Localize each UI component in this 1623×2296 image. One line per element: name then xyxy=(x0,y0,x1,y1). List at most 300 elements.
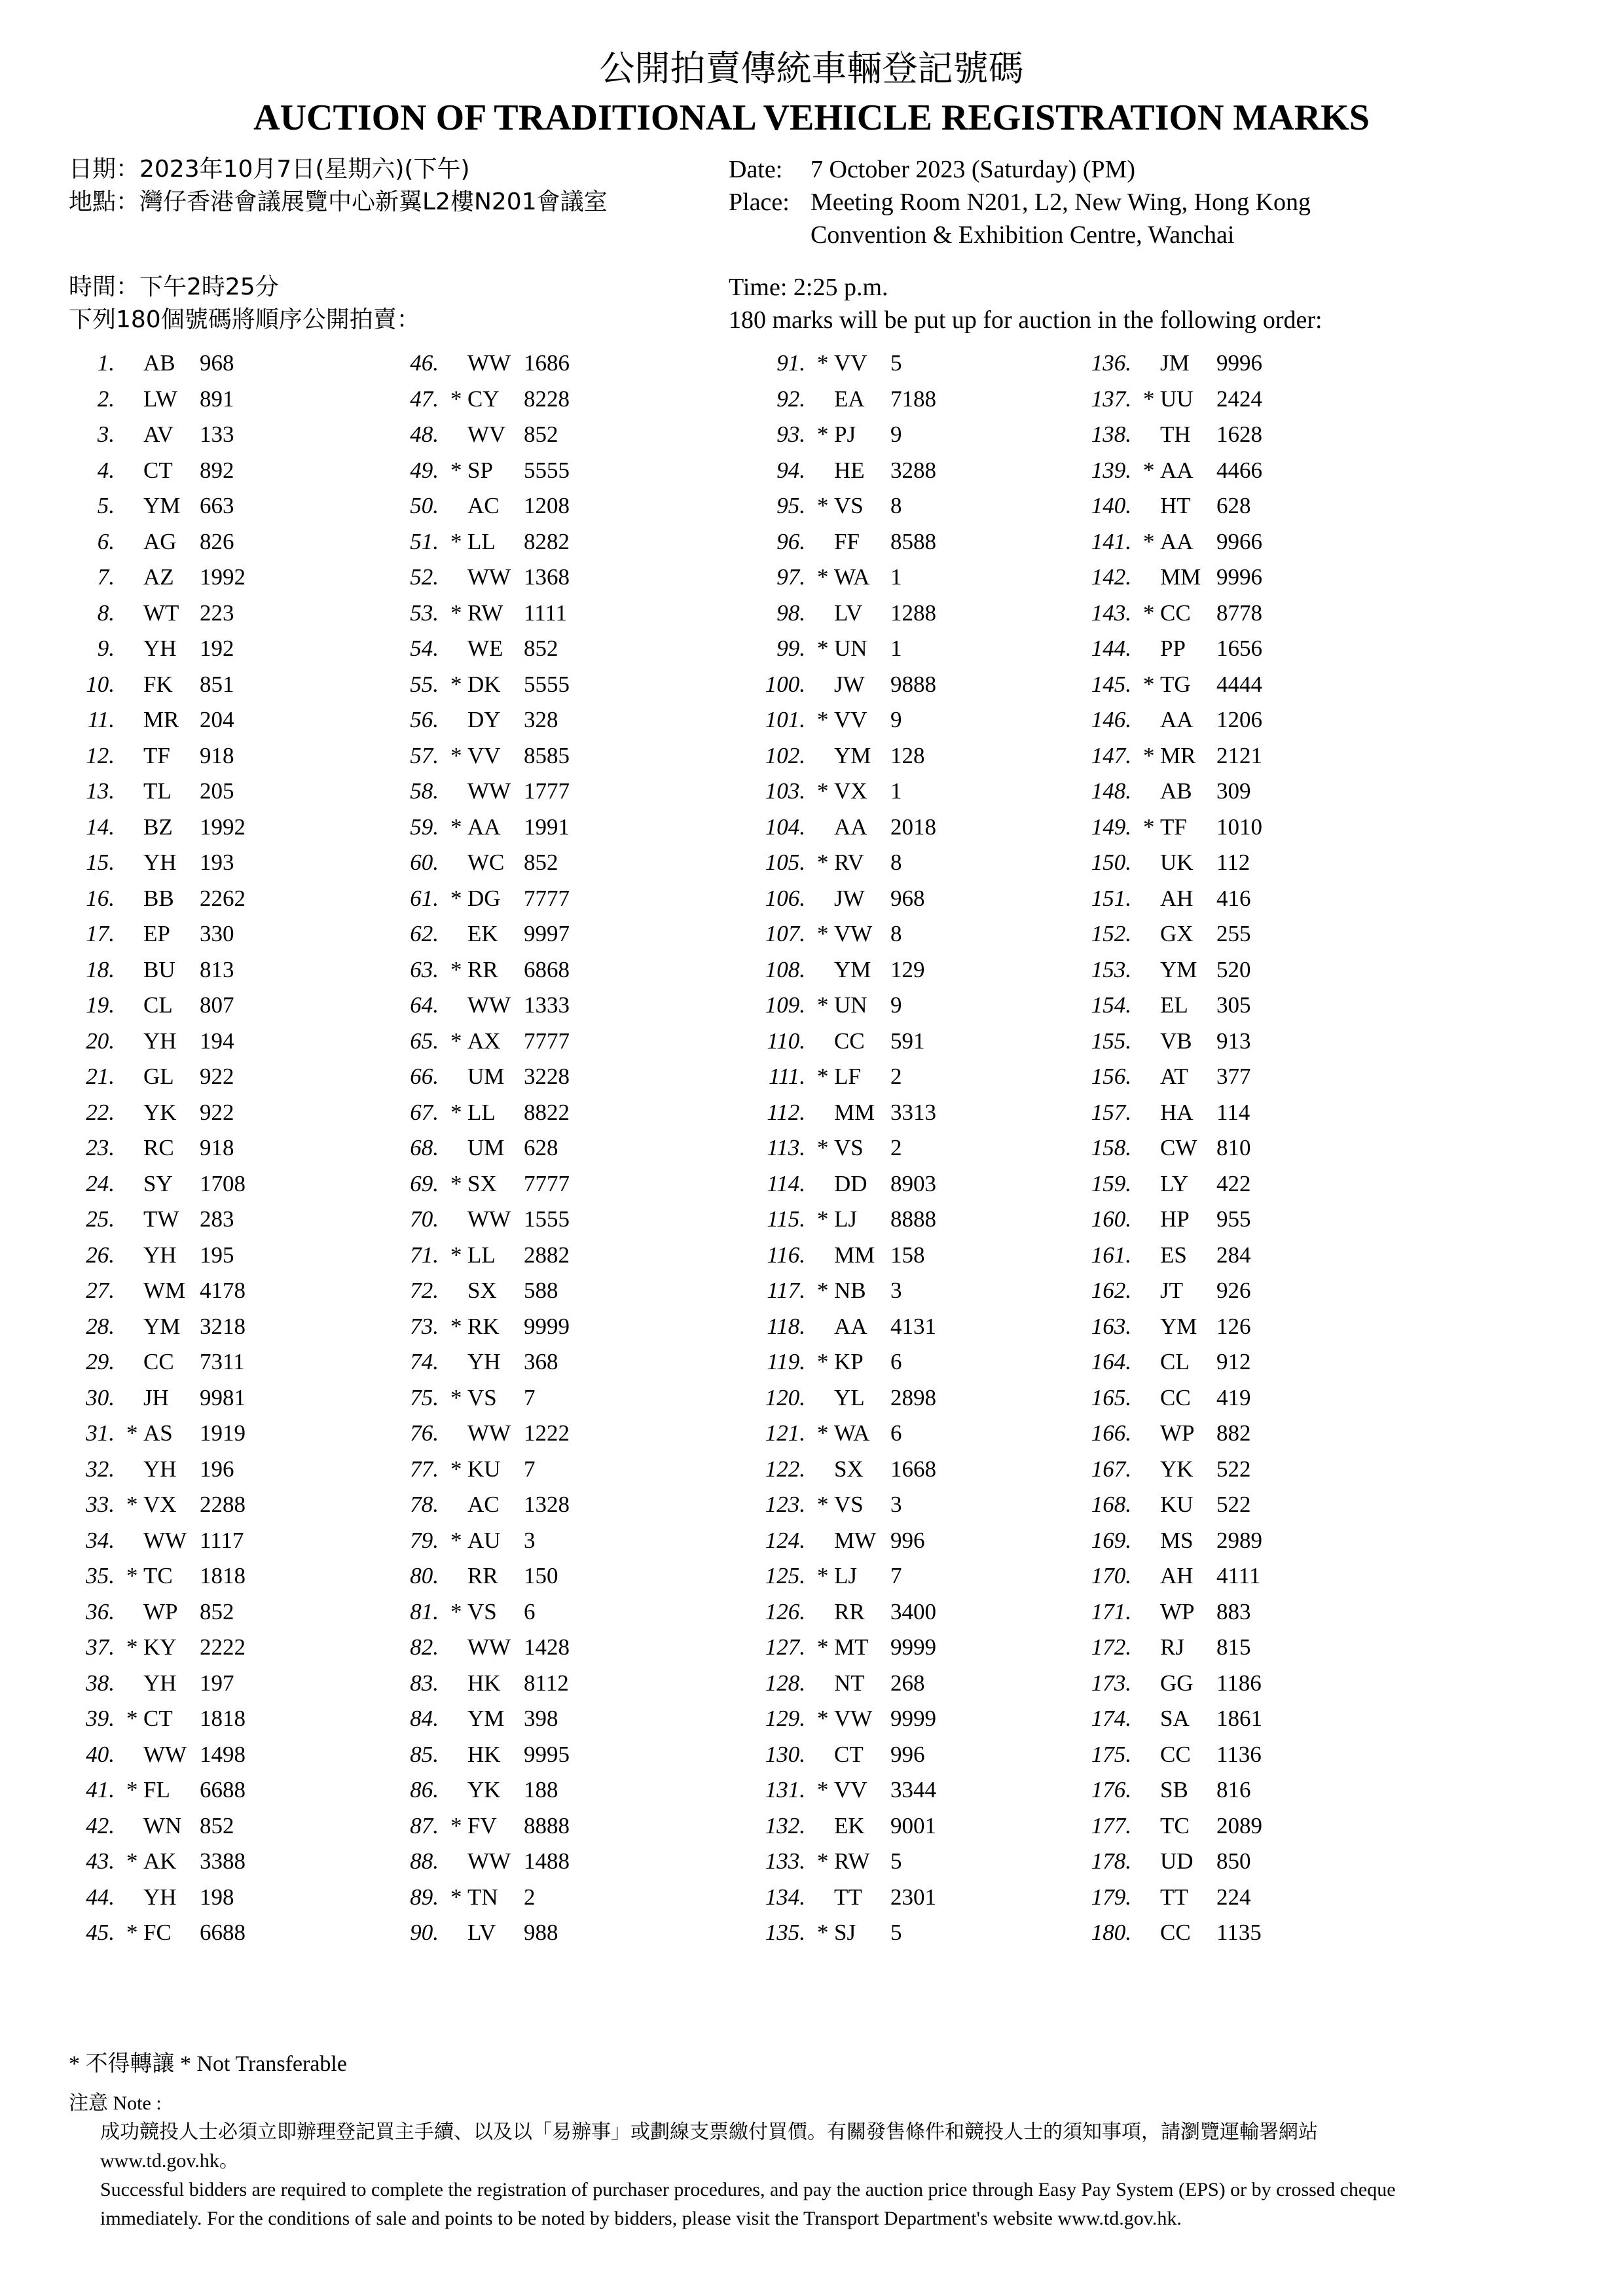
mark-digits: 9 xyxy=(890,422,902,447)
mark-letters: WP xyxy=(1160,1598,1195,1624)
mark-number: 52. xyxy=(410,564,439,590)
mark-row xyxy=(753,1130,1067,1166)
mark-digits: 988 xyxy=(524,1920,558,1945)
mark-digits: 1708 xyxy=(200,1170,246,1196)
mark-letters: LJ xyxy=(834,1563,857,1588)
mark-digits: 1991 xyxy=(524,814,570,840)
mark-digits: 9999 xyxy=(890,1634,936,1660)
mark-number: 155. xyxy=(1091,1028,1131,1054)
mark-letters: WW xyxy=(467,992,511,1018)
mark-letters: GX xyxy=(1160,921,1194,946)
mark-number: 121. xyxy=(765,1420,805,1446)
mark-digits: 1288 xyxy=(890,600,936,626)
mark-row xyxy=(1079,1344,1393,1380)
mark-digits: 205 xyxy=(200,778,234,804)
not-transferable-marker: * xyxy=(450,671,462,697)
mark-row xyxy=(753,524,1067,560)
mark-digits: 5 xyxy=(890,350,902,376)
mark-digits: 5 xyxy=(890,1920,902,1945)
mark-number: 129. xyxy=(765,1706,805,1731)
mark-digits: 1919 xyxy=(200,1420,246,1446)
mark-row xyxy=(386,881,701,917)
mark-number: 17. xyxy=(86,921,115,946)
mark-row xyxy=(753,417,1067,453)
mark-number: 70. xyxy=(410,1206,439,1232)
not-transferable-marker: * xyxy=(450,1812,462,1839)
mark-letters: TF xyxy=(1160,814,1187,840)
mark-digits: 188 xyxy=(524,1777,558,1803)
mark-digits: 3344 xyxy=(890,1777,936,1803)
not-transferable-marker: * xyxy=(126,1706,138,1731)
mark-digits: 955 xyxy=(1216,1206,1251,1232)
mark-letters: YH xyxy=(143,1670,177,1696)
mark-number: 21. xyxy=(86,1064,115,1089)
mark-digits: 3 xyxy=(890,1492,902,1517)
mark-letters: WT xyxy=(143,600,179,626)
mark-letters: YK xyxy=(467,1777,501,1803)
mark-row xyxy=(1079,810,1393,846)
mark-row xyxy=(1079,988,1393,1024)
mark-number: 90. xyxy=(410,1920,439,1945)
not-transferable-marker: * xyxy=(1143,528,1155,554)
mark-letters: YM xyxy=(834,956,871,982)
mark-digits: 368 xyxy=(524,1349,558,1374)
mark-letters: YM xyxy=(1160,956,1197,982)
mark-digits: 1117 xyxy=(200,1527,244,1553)
mark-row xyxy=(1079,631,1393,667)
mark-letters: EA xyxy=(834,386,865,412)
mark-number: 27. xyxy=(86,1278,115,1303)
not-transferable-marker: * xyxy=(817,1349,829,1374)
mark-letters: CC xyxy=(834,1028,865,1054)
mark-number: 60. xyxy=(410,850,439,875)
not-transferable-marker: * xyxy=(450,386,462,412)
mark-number: 16. xyxy=(86,885,115,911)
not-transferable-marker: * xyxy=(450,528,462,554)
not-transferable-marker: * xyxy=(817,1135,829,1160)
mark-number: 147. xyxy=(1091,742,1131,768)
mark-row xyxy=(753,1737,1067,1773)
mark-number: 180. xyxy=(1091,1920,1131,1945)
not-transferable-marker: * xyxy=(817,850,829,875)
not-transferable-marker: * xyxy=(450,1313,462,1339)
mark-letters: RJ xyxy=(1160,1634,1184,1660)
mark-number: 94. xyxy=(776,457,805,483)
mark-digits: 1135 xyxy=(1216,1920,1262,1945)
mark-number: 104. xyxy=(765,814,805,840)
mark-number: 77. xyxy=(410,1456,439,1482)
mark-digits: 2 xyxy=(890,1135,902,1160)
mark-row xyxy=(753,702,1067,738)
mark-number: 8. xyxy=(97,600,115,626)
mark-letters: SA xyxy=(1160,1706,1190,1731)
mark-row xyxy=(1079,1558,1393,1594)
mark-number: 163. xyxy=(1091,1313,1131,1339)
mark-row xyxy=(1079,1594,1393,1630)
mark-number: 117. xyxy=(767,1278,805,1303)
not-transferable-marker: * xyxy=(450,1456,462,1482)
mark-row xyxy=(386,596,701,632)
mark-digits: 6688 xyxy=(200,1920,246,1945)
mark-number: 65. xyxy=(410,1028,439,1054)
mark-letters: WC xyxy=(467,850,505,875)
mark-row xyxy=(386,1166,701,1202)
mark-row xyxy=(753,1344,1067,1380)
mark-row xyxy=(386,1701,701,1737)
mark-number: 150. xyxy=(1091,850,1131,875)
mark-letters: WE xyxy=(467,636,503,661)
mark-digits: 7 xyxy=(524,1456,536,1482)
mark-number: 111. xyxy=(768,1064,805,1089)
mark-letters: AH xyxy=(1160,885,1194,911)
not-transferable-marker: * xyxy=(450,600,462,626)
mark-letters: VB xyxy=(1160,1028,1192,1054)
mark-number: 169. xyxy=(1091,1527,1131,1553)
mark-number: 134. xyxy=(765,1884,805,1910)
mark-row xyxy=(1079,1487,1393,1523)
mark-letters: VV xyxy=(834,707,867,732)
mark-row xyxy=(1079,1238,1393,1274)
mark-number: 5. xyxy=(97,493,115,518)
not-transferable-marker: * xyxy=(126,1848,138,1874)
mark-letters: DD xyxy=(834,1170,867,1196)
mark-number: 137. xyxy=(1091,386,1131,412)
mark-letters: LY xyxy=(1160,1170,1189,1196)
mark-row xyxy=(62,1666,376,1702)
mark-digits: 6 xyxy=(524,1598,536,1624)
mark-digits: 8588 xyxy=(890,528,936,554)
mark-row xyxy=(62,1915,376,1951)
mark-digits: 330 xyxy=(200,921,234,946)
mark-digits: 9 xyxy=(890,707,902,732)
mark-number: 175. xyxy=(1091,1741,1131,1767)
mark-row xyxy=(753,1416,1067,1452)
mark-digits: 193 xyxy=(200,850,234,875)
mark-letters: YH xyxy=(143,850,177,875)
mark-letters: MR xyxy=(1160,742,1196,768)
mark-digits: 4178 xyxy=(200,1278,246,1303)
mark-digits: 8822 xyxy=(524,1099,570,1125)
mark-digits: 6 xyxy=(890,1349,902,1374)
mark-digits: 2301 xyxy=(890,1884,936,1910)
not-transferable-marker: * xyxy=(450,1527,462,1553)
mark-letters: WW xyxy=(467,1848,511,1874)
mark-number: 88. xyxy=(410,1848,439,1874)
mark-digits: 197 xyxy=(200,1670,234,1696)
mark-digits: 922 xyxy=(200,1099,234,1125)
mark-row xyxy=(1079,1024,1393,1060)
mark-digits: 1208 xyxy=(524,493,570,518)
mark-row xyxy=(62,845,376,881)
mark-number: 86. xyxy=(410,1777,439,1803)
mark-row xyxy=(386,1558,701,1594)
mark-row xyxy=(1079,1737,1393,1773)
mark-row xyxy=(753,881,1067,917)
mark-number: 142. xyxy=(1091,564,1131,590)
mark-letters: YK xyxy=(143,1099,177,1125)
mark-letters: UM xyxy=(467,1135,505,1160)
mark-number: 144. xyxy=(1091,636,1131,661)
mark-row xyxy=(1079,738,1393,774)
mark-digits: 807 xyxy=(200,992,234,1018)
date-label-english: Date: xyxy=(729,156,783,183)
mark-row xyxy=(386,1344,701,1380)
mark-row xyxy=(62,1238,376,1274)
not-transferable-marker: * xyxy=(817,1563,829,1588)
mark-row xyxy=(1079,1059,1393,1095)
mark-digits: 8 xyxy=(890,493,902,518)
mark-row xyxy=(62,382,376,418)
not-transferable-marker: * xyxy=(450,457,462,483)
mark-row xyxy=(62,667,376,703)
mark-number: 22. xyxy=(86,1099,115,1125)
mark-letters: VS xyxy=(834,1135,864,1160)
mark-row xyxy=(62,1380,376,1416)
mark-number: 138. xyxy=(1091,422,1131,447)
mark-number: 135. xyxy=(765,1920,805,1945)
mark-number: 78. xyxy=(410,1492,439,1517)
mark-digits: 1206 xyxy=(1216,707,1262,732)
mark-digits: 2882 xyxy=(524,1242,570,1268)
mark-number: 125. xyxy=(765,1563,805,1588)
mark-digits: 2989 xyxy=(1216,1527,1262,1553)
mark-row xyxy=(62,1630,376,1666)
mark-number: 83. xyxy=(410,1670,439,1696)
not-transferable-marker: * xyxy=(817,778,829,804)
mark-row xyxy=(386,1059,701,1095)
mark-row xyxy=(1079,560,1393,596)
mark-letters: KU xyxy=(1160,1492,1194,1517)
mark-number: 61. xyxy=(410,885,439,911)
not-transferable-marker: * xyxy=(126,1420,138,1446)
mark-number: 4. xyxy=(97,457,115,483)
mark-letters: EP xyxy=(143,921,170,946)
mark-number: 116. xyxy=(767,1242,805,1268)
mark-digits: 3313 xyxy=(890,1099,936,1125)
mark-row xyxy=(62,952,376,988)
mark-number: 9. xyxy=(97,636,115,661)
mark-digits: 2288 xyxy=(200,1492,246,1517)
mark-row xyxy=(1079,667,1393,703)
mark-letters: AH xyxy=(1160,1563,1194,1588)
mark-row xyxy=(753,346,1067,382)
mark-digits: 8282 xyxy=(524,528,570,554)
mark-row xyxy=(1079,1202,1393,1238)
mark-letters: TT xyxy=(834,1884,862,1910)
mark-digits: 3288 xyxy=(890,457,936,483)
mark-digits: 996 xyxy=(890,1741,925,1767)
mark-digits: 7 xyxy=(524,1384,536,1410)
mark-letters: CC xyxy=(1160,1384,1191,1410)
mark-digits: 1656 xyxy=(1216,636,1262,661)
place-label-english: Place: xyxy=(729,188,790,216)
mark-digits: 9995 xyxy=(524,1741,570,1767)
mark-digits: 9997 xyxy=(524,921,570,946)
mark-row xyxy=(1079,774,1393,810)
mark-letters: BU xyxy=(143,956,175,982)
mark-digits: 2089 xyxy=(1216,1812,1262,1839)
mark-number: 141. xyxy=(1091,528,1131,554)
mark-letters: JW xyxy=(834,885,865,911)
mark-number: 32. xyxy=(86,1456,115,1482)
mark-number: 176. xyxy=(1091,1777,1131,1803)
mark-number: 48. xyxy=(410,422,439,447)
mark-digits: 1555 xyxy=(524,1206,570,1232)
mark-number: 73. xyxy=(410,1313,439,1339)
mark-row xyxy=(386,845,701,881)
mark-digits: 1333 xyxy=(524,992,570,1018)
mark-number: 26. xyxy=(86,1242,115,1268)
mark-number: 1. xyxy=(97,350,115,376)
mark-row xyxy=(62,916,376,952)
mark-number: 12. xyxy=(86,742,115,768)
mark-row xyxy=(62,1416,376,1452)
mark-letters: LL xyxy=(467,1099,496,1125)
mark-letters: AX xyxy=(467,1028,501,1054)
mark-number: 56. xyxy=(410,707,439,732)
marks-column-2 xyxy=(386,346,701,1951)
mark-letters: JW xyxy=(834,671,865,697)
mark-row xyxy=(62,524,376,560)
mark-row xyxy=(753,1452,1067,1488)
mark-number: 173. xyxy=(1091,1670,1131,1696)
mark-number: 149. xyxy=(1091,814,1131,840)
mark-digits: 912 xyxy=(1216,1349,1251,1374)
mark-letters: UM xyxy=(467,1064,505,1089)
mark-number: 178. xyxy=(1091,1848,1131,1874)
mark-row xyxy=(1079,488,1393,524)
mark-number: 43. xyxy=(86,1848,115,1874)
mark-number: 156. xyxy=(1091,1064,1131,1089)
mark-letters: RR xyxy=(467,956,498,982)
mark-number: 10. xyxy=(86,671,115,697)
mark-digits: 9888 xyxy=(890,671,936,697)
mark-digits: 815 xyxy=(1216,1634,1251,1660)
mark-row xyxy=(1079,1130,1393,1166)
mark-letters: AB xyxy=(1160,778,1192,804)
mark-number: 146. xyxy=(1091,707,1131,732)
mark-digits: 4111 xyxy=(1216,1563,1261,1588)
mark-row xyxy=(62,1309,376,1345)
mark-number: 102. xyxy=(765,742,805,768)
mark-row xyxy=(753,667,1067,703)
mark-number: 54. xyxy=(410,636,439,661)
mark-digits: 255 xyxy=(1216,921,1251,946)
mark-letters: AA xyxy=(834,1313,867,1339)
mark-digits: 628 xyxy=(524,1135,558,1160)
mark-row xyxy=(62,1273,376,1309)
mark-letters: CC xyxy=(1160,1741,1191,1767)
mark-digits: 128 xyxy=(890,742,925,768)
mark-letters: GG xyxy=(1160,1670,1194,1696)
mark-row xyxy=(753,1630,1067,1666)
mark-digits: 3218 xyxy=(200,1313,246,1339)
mark-letters: FC xyxy=(143,1920,172,1945)
mark-number: 55. xyxy=(410,671,439,697)
mark-letters: UN xyxy=(834,636,867,661)
mark-letters: YH xyxy=(467,1349,501,1374)
not-transferable-marker: * xyxy=(450,1099,462,1125)
mark-letters: AA xyxy=(1160,457,1194,483)
mark-digits: 8 xyxy=(890,850,902,875)
mark-letters: VS xyxy=(467,1384,497,1410)
mark-letters: YH xyxy=(143,1456,177,1482)
mark-digits: 204 xyxy=(200,707,234,732)
mark-row xyxy=(753,1666,1067,1702)
mark-number: 95. xyxy=(776,493,805,518)
mark-number: 6. xyxy=(97,528,115,554)
mark-letters: RK xyxy=(467,1313,500,1339)
mark-letters: JH xyxy=(143,1384,169,1410)
not-transferable-marker: * xyxy=(817,564,829,590)
mark-digits: 8 xyxy=(890,921,902,946)
mark-row xyxy=(62,1594,376,1630)
mark-number: 98. xyxy=(776,600,805,626)
mark-letters: VX xyxy=(143,1492,177,1517)
mark-number: 37. xyxy=(86,1634,115,1660)
mark-row xyxy=(386,810,701,846)
mark-letters: MS xyxy=(1160,1527,1194,1553)
mark-row xyxy=(62,1024,376,1060)
mark-row xyxy=(386,346,701,382)
mark-row xyxy=(753,774,1067,810)
mark-row xyxy=(386,1808,701,1844)
marks-column-4 xyxy=(1079,346,1393,1951)
mark-row xyxy=(386,1380,701,1416)
mark-letters: SB xyxy=(1160,1777,1188,1803)
mark-letters: AC xyxy=(467,493,500,518)
mark-row xyxy=(1079,382,1393,418)
mark-digits: 922 xyxy=(200,1064,234,1089)
mark-number: 84. xyxy=(410,1706,439,1731)
mark-number: 92. xyxy=(776,386,805,412)
mark-number: 131. xyxy=(765,1777,805,1803)
not-transferable-marker: * xyxy=(450,1598,462,1624)
mark-letters: HK xyxy=(467,1670,501,1696)
mark-digits: 328 xyxy=(524,707,558,732)
mark-letters: CW xyxy=(1160,1135,1197,1160)
not-transferable-marker: * xyxy=(1143,600,1155,626)
not-transferable-legend: * 不得轉讓 * Not Transferable xyxy=(69,2052,347,2076)
mark-row xyxy=(62,1880,376,1916)
mark-row xyxy=(1079,596,1393,632)
mark-digits: 1861 xyxy=(1216,1706,1262,1731)
mark-letters: KU xyxy=(467,1456,501,1482)
mark-letters: GL xyxy=(143,1064,174,1089)
mark-number: 41. xyxy=(86,1777,115,1803)
mark-number: 105. xyxy=(765,850,805,875)
mark-digits: 852 xyxy=(200,1812,234,1839)
mark-digits: 1186 xyxy=(1216,1670,1262,1696)
not-transferable-marker: * xyxy=(1143,814,1155,840)
mark-number: 114. xyxy=(767,1170,805,1196)
mark-row xyxy=(1079,1808,1393,1844)
mark-row xyxy=(386,952,701,988)
mark-row xyxy=(62,774,376,810)
mark-digits: 883 xyxy=(1216,1598,1251,1624)
order-chinese: 下列180個號碼將順序公開拍賣： xyxy=(69,306,420,333)
mark-digits: 7188 xyxy=(890,386,936,412)
mark-letters: MT xyxy=(834,1634,869,1660)
mark-letters: WW xyxy=(467,1206,511,1232)
title-chinese: 公開拍賣傳統車輛登記號碼 xyxy=(599,48,1024,89)
mark-letters: EK xyxy=(467,921,498,946)
mark-letters: WM xyxy=(143,1278,186,1303)
mark-number: 53. xyxy=(410,600,439,626)
mark-row xyxy=(386,1416,701,1452)
mark-number: 99. xyxy=(776,636,805,661)
mark-digits: 158 xyxy=(890,1242,925,1268)
